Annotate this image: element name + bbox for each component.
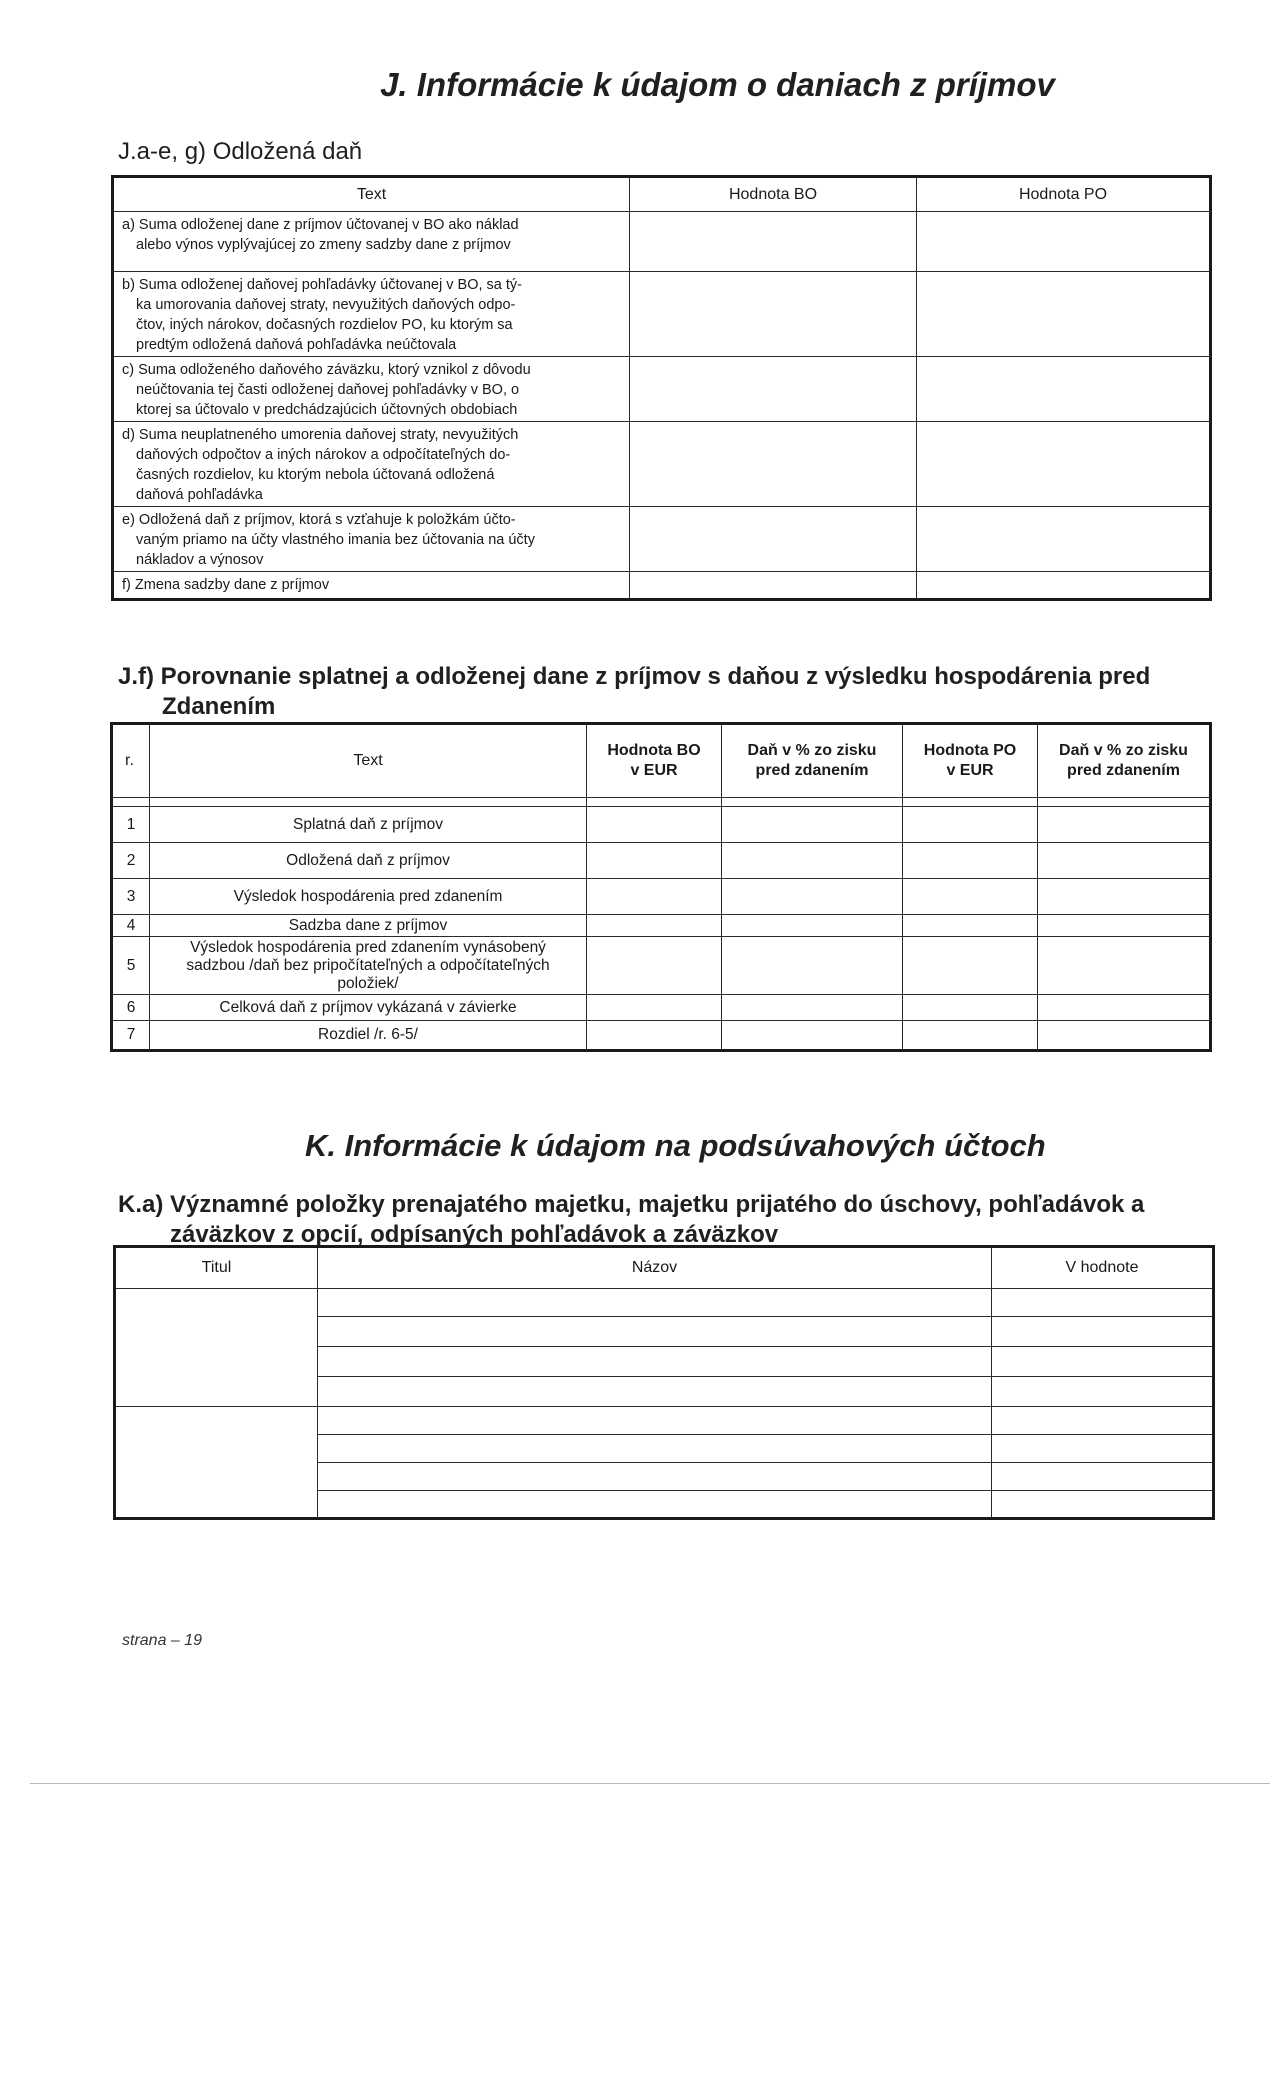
header-line: pred zdanením — [1067, 762, 1180, 779]
row-text-line: daňových odpočtov a iných nárokov a odpočítateľných do- — [136, 447, 511, 463]
row-text — [113, 212, 630, 272]
col-header-pct-bo — [722, 724, 903, 798]
col-header-po: Hodnota PO — [917, 177, 1211, 212]
value-cell[interactable] — [722, 843, 903, 879]
row-text-line: b) Suma odloženej daňovej pohľadávky účtovanej v BO, sa tý- — [122, 277, 522, 293]
value-cell[interactable] — [587, 843, 722, 879]
row-text-line: ktorej sa účtovalo v predchádzajúcich účtovných obdobiach — [136, 402, 518, 418]
value-cell[interactable] — [903, 915, 1038, 937]
col-header-text: Text — [150, 724, 587, 798]
value-cell[interactable] — [903, 995, 1038, 1021]
value-cell[interactable] — [722, 915, 903, 937]
row-text — [113, 422, 630, 507]
value-cell[interactable] — [587, 879, 722, 915]
table-row — [112, 995, 1211, 1021]
subtitle-line: záväzkov z opcií, odpísaných pohľadávok a záväzkov — [170, 1221, 779, 1248]
table-row — [113, 422, 1211, 507]
subtitle-line: J.f) Porovnanie splatnej a odloženej dane z príjmov s daňou z výsledku hospodárenia pred — [118, 663, 1151, 690]
row-text: Výsledok hospodárenia pred zdanením — [150, 879, 587, 915]
value-cell[interactable] — [992, 1347, 1214, 1377]
row-text — [150, 937, 587, 995]
col-header-nazov: Názov — [318, 1247, 992, 1289]
value-po-cell[interactable] — [917, 357, 1211, 422]
row-text — [113, 507, 630, 572]
header-line: Daň v % zo zisku — [747, 742, 877, 759]
table-row — [112, 1021, 1211, 1051]
value-cell[interactable] — [722, 937, 903, 995]
row-text: Splatná daň z príjmov — [150, 807, 587, 843]
table-row — [112, 807, 1211, 843]
nazov-cell[interactable] — [318, 1491, 992, 1519]
value-bo-cell[interactable] — [630, 572, 917, 600]
table-spacer — [112, 798, 1211, 807]
row-text-line: e) Odložená daň z príjmov, ktorá s vzťahuje k položkám účto- — [122, 512, 516, 528]
table-row — [113, 357, 1211, 422]
nazov-cell[interactable] — [318, 1407, 992, 1435]
tax-comparison-table — [110, 722, 1212, 1052]
table-row — [113, 507, 1211, 572]
row-text-line: predtým odložená daňová pohľadávka neúčtovala — [136, 337, 457, 353]
value-bo-cell[interactable] — [630, 272, 917, 357]
row-text-line: neúčtovania tej časti odloženej daňovej pohľadávky v BO, o — [136, 382, 520, 398]
value-bo-cell[interactable] — [630, 357, 917, 422]
off-balance-table — [113, 1245, 1215, 1520]
section-j-subtitle-a: J.a-e, g) Odložená daň — [118, 138, 363, 165]
value-cell[interactable] — [903, 879, 1038, 915]
col-header-text: Text — [113, 177, 630, 212]
value-cell[interactable] — [903, 843, 1038, 879]
header-line: Daň v % zo zisku — [1059, 742, 1188, 759]
table-row — [113, 572, 1211, 600]
value-cell[interactable] — [722, 879, 903, 915]
row-text-line: c) Suma odloženého daňového záväzku, ktorý vznikol z dôvodu — [122, 362, 531, 378]
value-po-cell[interactable] — [917, 422, 1211, 507]
row-text-line: alebo výnos vyplývajúcej zo zmeny sadzby dane z príjmov — [136, 237, 511, 253]
value-cell[interactable] — [1038, 995, 1211, 1021]
value-cell[interactable] — [1038, 937, 1211, 995]
row-number: 7 — [112, 1021, 150, 1051]
header-line: Hodnota PO — [923, 742, 1017, 759]
table-row — [112, 879, 1211, 915]
row-text: Sadzba dane z príjmov — [150, 915, 587, 937]
value-cell[interactable] — [722, 807, 903, 843]
value-cell[interactable] — [903, 1021, 1038, 1051]
col-header-bo — [587, 724, 722, 798]
nazov-cell[interactable] — [318, 1377, 992, 1407]
row-text-line: časných rozdielov, ku ktorým nebola účtovaná odložená — [136, 467, 495, 483]
table-row — [113, 272, 1211, 357]
header-line: v EUR — [946, 762, 994, 779]
nazov-cell[interactable] — [318, 1317, 992, 1347]
row-number: 1 — [112, 807, 150, 843]
row-text: Rozdiel /r. 6-5/ — [150, 1021, 587, 1051]
nazov-cell[interactable] — [318, 1435, 992, 1463]
row-text-line: čtov, iných nárokov, dočasných rozdielov PO, ku ktorým sa — [136, 317, 513, 333]
value-cell[interactable] — [587, 915, 722, 937]
row-number: 4 — [112, 915, 150, 937]
nazov-cell[interactable] — [318, 1463, 992, 1491]
deferred-tax-table — [111, 175, 1212, 601]
value-cell[interactable] — [587, 807, 722, 843]
header-line: pred zdanením — [755, 762, 869, 779]
value-cell[interactable] — [992, 1491, 1214, 1519]
row-text-line: d) Suma neuplatneného umorenia daňovej straty, nevyužitých — [122, 427, 519, 443]
value-cell[interactable] — [992, 1317, 1214, 1347]
row-text: Odložená daň z príjmov — [150, 843, 587, 879]
value-cell[interactable] — [1038, 1021, 1211, 1051]
value-po-cell[interactable] — [917, 272, 1211, 357]
row-text-line: daňová pohľadávka — [136, 487, 263, 503]
table-row — [115, 1289, 1214, 1317]
value-cell[interactable] — [1038, 843, 1211, 879]
section-k-title: K. Informácie k údajom na podsúvahových účtoch — [305, 1128, 1046, 1163]
value-cell[interactable] — [992, 1463, 1214, 1491]
value-cell[interactable] — [992, 1377, 1214, 1407]
value-bo-cell[interactable] — [630, 507, 917, 572]
col-header-titul: Titul — [115, 1247, 318, 1289]
value-cell[interactable] — [587, 937, 722, 995]
value-cell[interactable] — [722, 995, 903, 1021]
header-line: v EUR — [630, 762, 678, 779]
value-cell[interactable] — [992, 1289, 1214, 1317]
col-header-bo: Hodnota BO — [630, 177, 917, 212]
value-cell[interactable] — [992, 1407, 1214, 1435]
row-text-line: nákladov a výnosov — [136, 552, 264, 568]
value-po-cell[interactable] — [917, 507, 1211, 572]
value-cell[interactable] — [722, 1021, 903, 1051]
table-row — [112, 843, 1211, 879]
subtitle-line: Zdanením — [162, 693, 276, 720]
titul-cell[interactable] — [115, 1289, 318, 1407]
row-number: 2 — [112, 843, 150, 879]
subtitle-line: K.a) Významné položky prenajatého majetku, majetku prijatého do úschovy, pohľadávok a — [118, 1191, 1145, 1218]
section-j-title: J. Informácie k údajom o daniach z príjmov — [380, 66, 1055, 103]
value-cell[interactable] — [587, 1021, 722, 1051]
table-row — [112, 915, 1211, 937]
row-number: 3 — [112, 879, 150, 915]
value-bo-cell[interactable] — [630, 212, 917, 272]
value-cell[interactable] — [903, 807, 1038, 843]
row-text-line: a) Suma odloženej dane z príjmov účtovanej v BO ako náklad — [122, 217, 519, 233]
section-j-subtitle-f — [118, 662, 1218, 722]
value-cell[interactable] — [992, 1435, 1214, 1463]
row-number: 5 — [112, 937, 150, 995]
row-text — [113, 572, 630, 600]
page-number: strana – 19 — [122, 1632, 203, 1649]
value-cell[interactable] — [1038, 879, 1211, 915]
nazov-cell[interactable] — [318, 1347, 992, 1377]
table-row — [115, 1407, 1214, 1435]
col-header-value: V hodnote — [992, 1247, 1214, 1289]
table-row — [113, 212, 1211, 272]
value-cell[interactable] — [587, 995, 722, 1021]
row-text-line: ka umorovania daňovej straty, nevyužitých daňových odpo- — [136, 297, 516, 313]
row-text-line: vaným priamo na účty vlastného imania bez účtovania na účty — [136, 532, 535, 548]
row-text-line: sadzbou /daň bez pripočítateľných a odpočítateľných — [186, 956, 550, 974]
row-text-line: f) Zmena sadzby dane z príjmov — [122, 577, 330, 593]
value-po-cell[interactable] — [917, 212, 1211, 272]
row-text-line: položiek/ — [337, 974, 399, 992]
row-text — [113, 272, 630, 357]
value-po-cell[interactable] — [917, 572, 1211, 600]
table-row — [112, 937, 1211, 995]
titul-cell[interactable] — [115, 1407, 318, 1519]
row-text: Celková daň z príjmov vykázaná v závierke — [150, 995, 587, 1021]
page-divider — [30, 1783, 1270, 1784]
value-bo-cell[interactable] — [630, 422, 917, 507]
value-cell[interactable] — [1038, 807, 1211, 843]
row-number: 6 — [112, 995, 150, 1021]
nazov-cell[interactable] — [318, 1289, 992, 1317]
col-header-pct-po — [1038, 724, 1211, 798]
value-cell[interactable] — [903, 937, 1038, 995]
header-line: Hodnota BO — [607, 742, 701, 759]
col-header-r: r. — [112, 724, 150, 798]
col-header-po — [903, 724, 1038, 798]
row-text — [113, 357, 630, 422]
section-k-subtitle-a — [118, 1190, 1238, 1250]
row-text-line: Výsledok hospodárenia pred zdanením vynásobený — [190, 938, 546, 956]
value-cell[interactable] — [1038, 915, 1211, 937]
